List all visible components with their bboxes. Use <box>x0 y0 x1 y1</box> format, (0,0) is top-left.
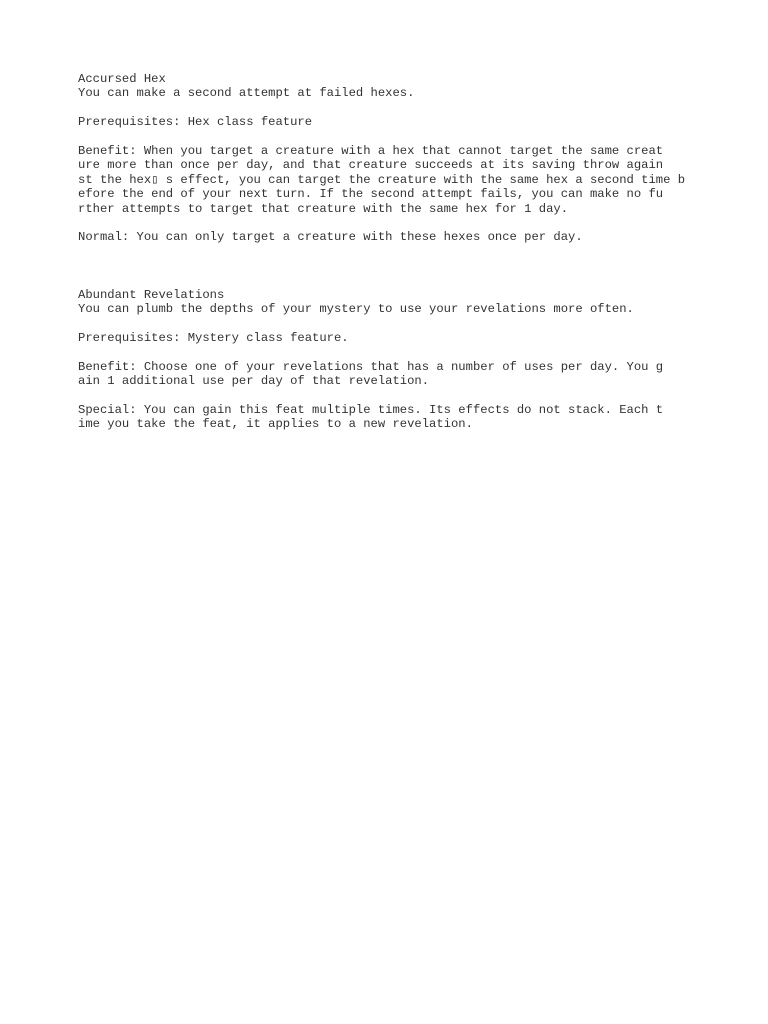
document-text <box>78 72 738 432</box>
feat-normal: Normal: You can only target a creature with these hexes once per day. <box>78 230 583 245</box>
feat-summary: You can plumb the depths of your mystery to use your revelations more often. <box>78 302 634 317</box>
paragraph-gap <box>78 345 738 359</box>
feat-prerequisites: Prerequisites: Mystery class feature. <box>78 331 349 346</box>
feat-special-line: ime you take the feat, it applies to a new revelation. <box>78 417 473 432</box>
feat-special-line: Special: You can gain this feat multiple times. Its effects do not stack. Each t <box>78 403 664 417</box>
feat-abundant-revelations <box>78 288 738 432</box>
feat-benefit-line: ure more than once per day, and that creature succeeds at its saving throw again <box>78 158 664 173</box>
paragraph-gap <box>78 101 738 115</box>
feat-benefit-line: st the hex▯ s effect, you can target the creature with the same hex a second time b <box>78 172 686 187</box>
feat-prerequisites: Prerequisites: Hex class feature <box>78 115 313 130</box>
feat-title: Abundant Revelations <box>78 287 225 302</box>
paragraph-gap <box>78 317 738 331</box>
paragraph-gap <box>78 216 738 230</box>
section-gap <box>78 245 738 288</box>
paragraph-gap <box>78 130 738 144</box>
feat-title: Accursed Hex <box>78 72 166 86</box>
feat-benefit-line: ain 1 additional use per day of that revelation. <box>78 374 430 389</box>
feat-summary: You can make a second attempt at failed hexes. <box>78 86 415 101</box>
feat-benefit-line: efore the end of your next turn. If the second attempt fails, you can make no fu <box>78 187 664 202</box>
paragraph-gap <box>78 389 738 403</box>
feat-accursed-hex <box>78 72 738 245</box>
feat-benefit-line: Benefit: When you target a creature with a hex that cannot target the same creat <box>78 143 664 158</box>
feat-benefit-line: rther attempts to target that creature with the same hex for 1 day. <box>78 201 569 216</box>
feat-benefit-line: Benefit: Choose one of your revelations that has a number of uses per day. You g <box>78 359 664 374</box>
